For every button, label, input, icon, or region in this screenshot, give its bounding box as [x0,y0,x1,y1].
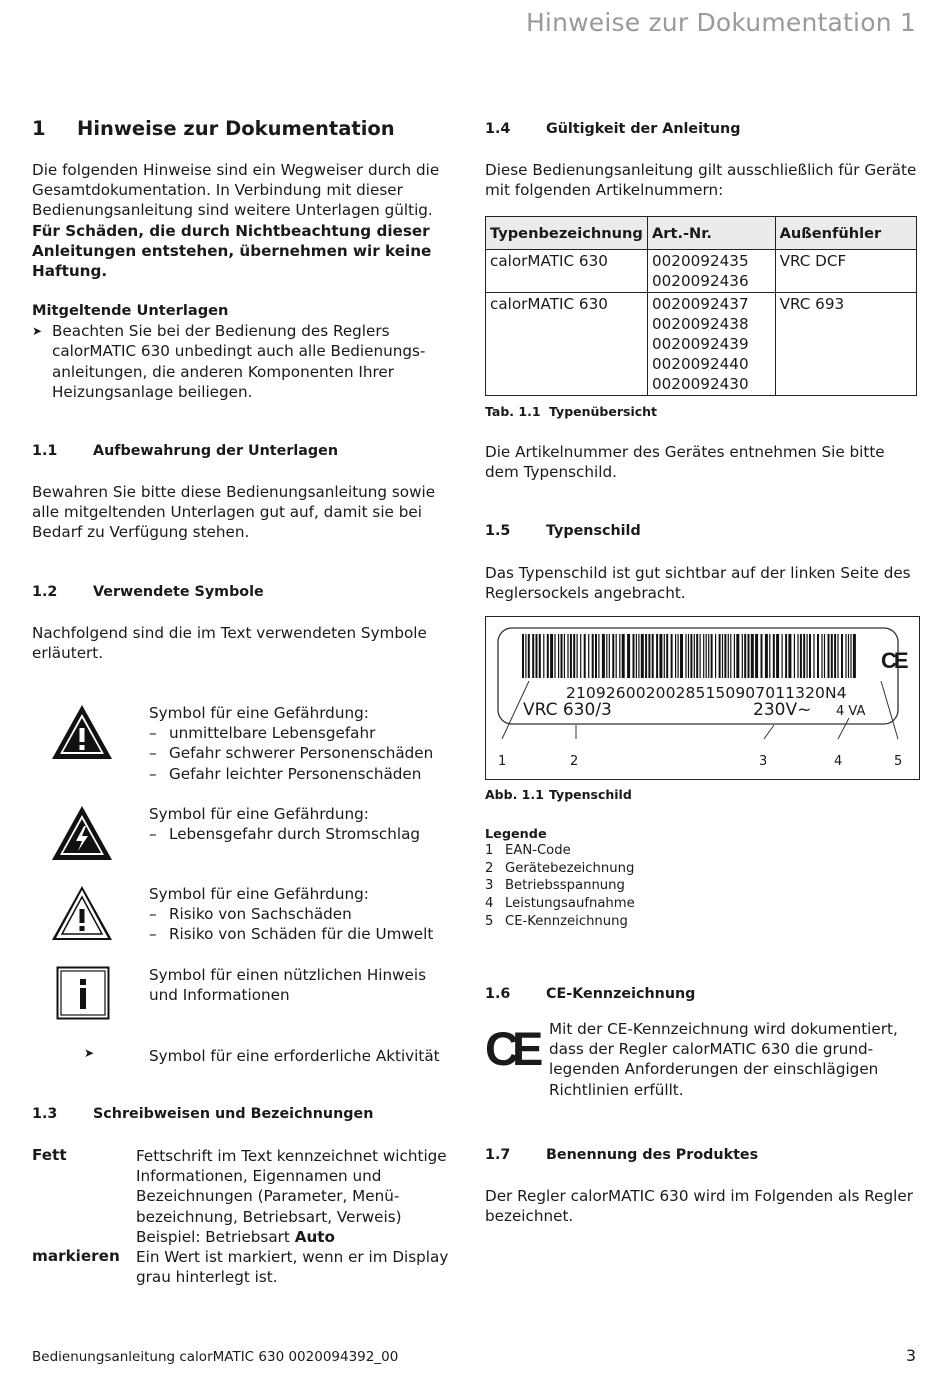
barcode-bar [803,634,805,678]
barcode-bar [570,634,572,678]
voltage-text: 230V~ [753,700,812,720]
barcode-bar [730,634,731,678]
barcode-bar [680,634,683,678]
legend-title: Legende [485,827,547,842]
symbol-item: – Risiko von Sachschäden [149,904,433,924]
legend-text: CE-Kennzeichnung [505,913,628,929]
barcode-bar [532,634,534,678]
table-header-row [486,217,917,250]
section-1-5-text [485,563,920,603]
paragraph: Diese Bedienungsanleitung gilt ausschließlich für Geräte mit folgenden Artikelnummern: [485,161,917,200]
warning-triangle-icon [50,703,114,765]
barcode-bar [522,634,524,678]
barcode-bar [853,634,856,678]
section-title: Typenschild [546,523,641,539]
symbol-description [149,965,449,1005]
barcode-bar [728,634,729,678]
section-number: 1.2 [32,584,58,600]
symbol-row-electric [32,804,460,864]
barcode-bar [671,634,673,678]
symbol-title: Symbol für einen nützlichen Hinweis und Informationen [149,966,426,1005]
barcode-bar [841,634,843,678]
section-title: Verwendete Symbole [93,584,264,600]
section-1-2-text [32,623,460,663]
symbol-description [149,884,433,945]
barcode-bar [619,634,620,678]
barcode-bar [641,634,644,678]
definition-term: markieren [32,1247,120,1265]
section-1-3-heading [32,1106,460,1122]
barcode-bar [748,634,750,678]
definition-text: Ein Wert ist markiert, wenn er im Display grau hinterlegt ist. [136,1248,449,1287]
legend-text: Leistungsaufnahme [505,896,635,912]
callout-label: 2 [570,754,579,769]
section-1-1-heading [32,443,460,459]
callout-label: 4 [834,754,843,769]
legend-number: 4 [485,896,494,912]
legend-text: Gerätebezeichnung [505,860,635,876]
barcode-bar [845,634,846,678]
paragraph: Nachfolgend sind die im Text verwendeten Symbole erläutert. [32,624,427,663]
paragraph: Die Artikelnummer des Gerätes entnehmen Sie bitte dem Typenschild. [485,443,885,482]
barcode-bar [797,634,798,678]
barcode-bar [722,634,723,678]
barcode-bar [547,634,549,678]
legend-number: 5 [485,913,494,929]
type-plate-figure [485,616,920,780]
barcode-bar [708,634,709,678]
callout-label: 1 [498,754,507,769]
barcode-bar [564,634,565,678]
definition-term: Fett [32,1146,67,1164]
barcode-bar [734,634,735,678]
barcode-bar [595,634,597,678]
barcode-bar [773,634,775,678]
barcode-bar [719,634,721,678]
action-arrow-icon: ➤ [84,1046,95,1060]
barcode-bar [666,634,668,678]
paragraph: Bewahren Sie bitte diese Bedienungsanleitung sowie alle mitgeltenden Unterlagen gut auf, damit sie bei Bedarf zu Verfügung stehen. [32,483,436,542]
barcode-bar [558,634,559,678]
barcode-bar [656,634,658,678]
barcode-bar [554,634,555,678]
barcode-bar [645,634,647,678]
symbol-title: Symbol für eine Gefährdung: [149,805,369,823]
barcode-bar [703,634,704,678]
legend-number: 1 [485,843,494,858]
ean-code-text: 21092600200285150907011320N4 [566,684,847,702]
barcode-bar [573,634,575,678]
example-bold: Auto [294,1227,335,1246]
barcode-bar [744,634,746,678]
definition-text [136,1146,466,1247]
paragraph: Mit der CE-Kennzeichnung wird dokumentiert, dass der Regler calorMATIC 630 die grund-legenden Anforderungen der einschlägigen Richtlinien erfüllt. [549,1020,898,1099]
section-1-7-heading [485,1147,920,1163]
barcode-bar [528,634,530,678]
barcode-bar [837,634,838,678]
barcode-bar [765,634,768,678]
barcode-bar [688,634,689,678]
info-icon [56,966,110,1024]
section-title: Aufbewahrung der Unterlagen [93,443,339,459]
barcode-bar [648,634,650,678]
caption-number: Abb. 1.1 [485,787,544,802]
section-1-7-text [485,1186,920,1226]
power-text: 4 VA [836,704,866,719]
barcode-bar [550,634,553,678]
intro-text: Die folgenden Hinweise sind ein Wegweiser durch die Gesamtdokumentation. In Verbindung mit dieser Bedienungsanleitung sind weitere Unterlagen gültig. [32,161,440,220]
liability-notice: Für Schäden, die durch Nichtbeachtung dieser Anleitungen entstehen, übernehmen wir keine Haftung. [32,221,432,281]
barcode-bar [755,634,758,678]
barcode-bar [606,634,607,678]
barcode-bar [561,634,563,678]
barcode-bar [685,634,686,678]
caution-triangle-icon [50,884,114,946]
section-title: CE-Kennzeichnung [546,986,696,1002]
barcode-bar [609,634,610,678]
barcode-bar [584,634,586,678]
barcode-bar [636,634,637,678]
article-number: 0020092438 [651,315,749,334]
barcode-bar [696,634,698,678]
section-number: 1.6 [485,986,511,1002]
barcode-bar [736,634,739,678]
symbol-title: Symbol für eine Gefährdung: [149,704,369,722]
legend-number: 2 [485,860,494,876]
mitgeltende-unterlagen [32,301,460,402]
legend-text: EAN-Code [505,843,571,858]
paragraph: Der Regler calorMATIC 630 wird im Folgenden als Regler bezeichnet. [485,1187,913,1226]
section-1-4-heading [485,121,920,137]
page-number: 3 [905,1346,916,1365]
symbol-row-info [32,965,460,1025]
figure-caption [485,787,920,802]
barcode-bar [602,634,605,678]
barcode-bar [525,634,526,678]
symbol-item: – Lebensgefahr durch Stromschlag [149,824,420,844]
article-number: 0020092440 [651,354,749,373]
barcode-bar [761,634,763,678]
section-number: 1.3 [32,1106,58,1122]
article-number: 0020092437 [651,295,749,314]
section-1-4-text [485,160,920,200]
example-prefix: Beispiel: Betriebsart [136,1227,295,1246]
definition-example [136,1227,466,1247]
barcode-bar [724,634,726,678]
ce-mark-icon: CE [485,1022,537,1075]
section-1-heading [32,117,460,140]
barcode-bar [633,634,635,678]
barcode-bar [821,634,822,678]
section-title: Hinweise zur Dokumentation [77,117,395,140]
barcode-bar [539,634,541,678]
barcode-bar [612,634,614,678]
caption-text: Typenschild [549,787,632,802]
legend-text: Betriebsspannung [505,878,625,894]
section-1-6-text [549,1019,919,1100]
symbol-item: – Gefahr schwerer Personenschäden [149,743,433,763]
footer-document-info: Bedienungsanleitung calorMATIC 630 0020094392_00 [32,1349,399,1365]
table-cell: VRC DCF [775,249,916,293]
article-number: 0020092436 [651,271,749,290]
barcode-bar [782,634,783,678]
barcode-bar [616,634,617,678]
barcode-bar [694,634,695,678]
table-cell: VRC 693 [775,293,916,396]
barcode-bar [850,634,851,678]
barcode-bar [834,634,836,678]
barcode-bar [785,634,787,678]
section-1-4-after [485,442,920,482]
symbol-row-action [32,1046,460,1070]
barcode-bar [622,634,625,678]
running-header: Hinweise zur Dokumentation 1 [525,8,916,37]
barcode-bar [715,634,716,678]
table-header: Typenbezeichnung [486,217,648,250]
ce-mark-icon: CE [881,648,906,673]
symbol-title: Symbol für eine erforderliche Aktivität [149,1047,440,1065]
section-number: 1.4 [485,121,511,137]
barcode-bar [824,634,825,678]
section-1-5-heading [485,523,920,539]
caption-number: Tab. 1.1 [485,404,541,419]
legend [485,827,920,931]
barcode-bar [800,634,802,678]
table-cell: calorMATIC 630 [486,249,648,293]
legend-item [485,877,920,895]
symbol-title: Symbol für eine Gefährdung: [149,885,369,903]
symbol-row-danger [32,703,460,793]
barcode-bar [664,634,665,678]
legend-item [485,895,920,913]
table-cell [647,293,775,396]
symbol-item: – Risiko von Schäden für die Umwelt [149,924,433,944]
barcode-bar [678,634,679,678]
section-number: 1.7 [485,1147,511,1163]
legend-item [485,860,920,878]
action-text: Beachten Sie bei der Bedienung des Reglers calorMATIC 630 unbedingt auch alle Bedienungs-anleitungen, die anderen Komponenten Ihrer Heizungsanlage beiliegen. [52,322,426,401]
section-1-intro [32,160,460,281]
table-row [486,249,917,293]
barcode-bar [700,634,701,678]
symbol-description [149,703,433,784]
barcode-bar [706,634,707,678]
barcode-bar [831,634,833,678]
barcode-bar [577,634,578,678]
barcode-icon [522,634,856,678]
barcode-bar [788,634,791,678]
callout-label: 5 [894,754,903,769]
section-number: 1.5 [485,523,511,539]
section-title: Schreibweisen und Bezeichnungen [93,1106,374,1122]
article-number: 0020092430 [651,374,749,393]
barcode-bar [769,634,770,678]
table-header: Art.-Nr. [647,217,775,250]
symbol-row-property [32,884,460,944]
symbol-item: – unmittelbare Lebensgefahr [149,723,433,743]
table-row [486,293,917,396]
symbol-description [149,804,420,844]
barcode-bar [627,634,630,678]
caption-text: Typenübersicht [549,404,658,419]
legend-number: 3 [485,878,494,894]
section-1-1-text [32,482,460,543]
barcode-bar [807,634,808,678]
callout-label: 3 [759,754,768,769]
article-number: 0020092439 [651,334,749,353]
barcode-bar [809,634,811,678]
paragraph: Das Typenschild ist gut sichtbar auf der linken Seite des Reglersockels angebracht. [485,564,911,603]
section-1-2-heading [32,584,460,600]
legend-item [485,842,920,860]
barcode-bar [592,634,594,678]
electric-hazard-icon [50,804,114,866]
section-1-6-heading [485,986,920,1002]
barcode-bar [567,634,568,678]
section-title: Gültigkeit der Anleitung [546,121,741,137]
barcode-bar [711,634,713,678]
section-number: 1.1 [32,443,58,459]
barcode-bar [588,634,589,678]
action-item [32,321,460,402]
legend-item [485,913,920,931]
barcode-bar [813,634,814,678]
symbol-item: – Gefahr leichter Personenschäden [149,764,433,784]
definition-body: Fettschrift im Text kennzeichnet wichtige Informationen, Eigennamen und Bezeichnungen (Parameter, Menü-bezeichnung, Betriebsart, Verweis) [136,1147,447,1226]
table-cell: calorMATIC 630 [486,293,648,396]
barcode-bar [598,634,599,678]
barcode-bar [742,634,743,678]
model-text: VRC 630/3 [523,700,612,720]
table-cell [647,249,775,293]
type-table [485,216,917,396]
section-number: 1 [32,117,46,140]
barcode-bar [828,634,830,678]
barcode-bar [794,634,795,678]
barcode-bar [848,634,849,678]
mitgeltende-title: Mitgeltende Unterlagen [32,302,229,319]
section-title: Benennung des Produktes [546,1147,759,1163]
barcode-bar [652,634,654,678]
barcode-bar [543,634,544,678]
barcode-bar [580,634,581,678]
table-caption [485,404,920,419]
barcode-bar [690,634,692,678]
action-arrow-icon: ➤ [32,324,43,339]
barcode-bar [638,634,639,678]
barcode-bar [817,634,819,678]
barcode-bar [751,634,754,678]
article-number: 0020092435 [651,251,749,270]
barcode-bar [536,634,538,678]
barcode-bar [659,634,662,678]
table-header: Außenfühler [775,217,916,250]
barcode-bar [675,634,676,678]
barcode-bar [776,634,779,678]
